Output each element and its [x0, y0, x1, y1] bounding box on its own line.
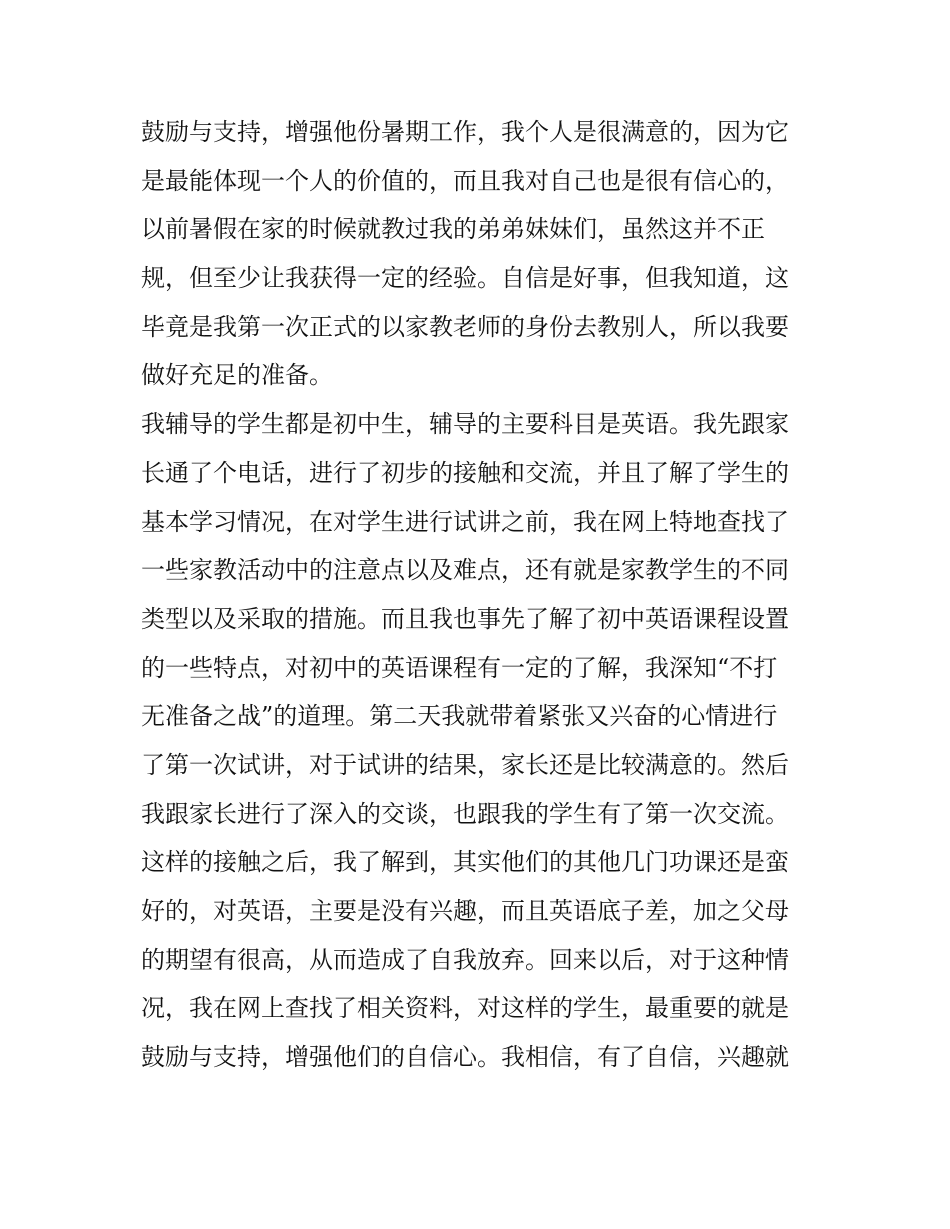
- text-line: 长通了个电话，进行了初步的接触和交流，并且了解了学生的: [141, 458, 789, 487]
- text-line: 毕竟是我第一次正式的以家教老师的身份去教别人，所以我要: [141, 312, 789, 341]
- text-line: 规，但至少让我获得一定的经验。自信是好事，但我知道，这: [141, 264, 789, 293]
- text-line: 的一些特点，对初中的英语课程有一定的了解，我深知“不打: [141, 653, 778, 682]
- text-line: 的期望有很高，从而造成了自我放弃。回来以后，对于这种情: [141, 945, 789, 974]
- text-line: 了第一次试讲，对于试讲的结果，家长还是比较满意的。然后: [141, 750, 789, 779]
- text-line: 况，我在网上查找了相关资料，对这样的学生，最重要的就是: [141, 994, 789, 1023]
- text-line: 以前暑假在家的时候就教过我的弟弟妹妹们，虽然这并不正: [141, 215, 765, 244]
- text-line: 是最能体现一个人的价值的，而且我对自己也是很有信心的，: [141, 166, 789, 195]
- text-line: 鼓励与支持，增强他们的自信心。我相信，有了自信，兴趣就: [141, 1043, 789, 1072]
- body-text: [141, 108, 821, 1082]
- text-line: 无准备之战”的道理。第二天我就带着紧张又兴奋的心情进行: [141, 702, 778, 731]
- text-line: 鼓励与支持，增强他份暑期工作，我个人是很满意的，因为它: [141, 118, 789, 146]
- text-line: 一些家教活动中的注意点以及难点，还有就是家教学生的不同: [141, 556, 789, 585]
- text-line: 做好充足的准备。: [141, 361, 333, 390]
- text-line: 我跟家长进行了深入的交谈，也跟我的学生有了第一次交流。: [141, 799, 789, 828]
- text-line: 好的，对英语，主要是没有兴趣，而且英语底子差，加之父母: [141, 897, 789, 925]
- text-line: 基本学习情况，在对学生进行试讲之前，我在网上特地查找了: [141, 507, 789, 536]
- text-line: 类型以及采取的措施。而且我也事先了解了初中英语课程设置: [141, 604, 789, 633]
- text-line: 我辅导的学生都是初中生，辅导的主要科目是英语。我先跟家: [141, 410, 789, 439]
- text-line: 这样的接触之后，我了解到，其实他们的其他几门功课还是蛮: [141, 848, 789, 877]
